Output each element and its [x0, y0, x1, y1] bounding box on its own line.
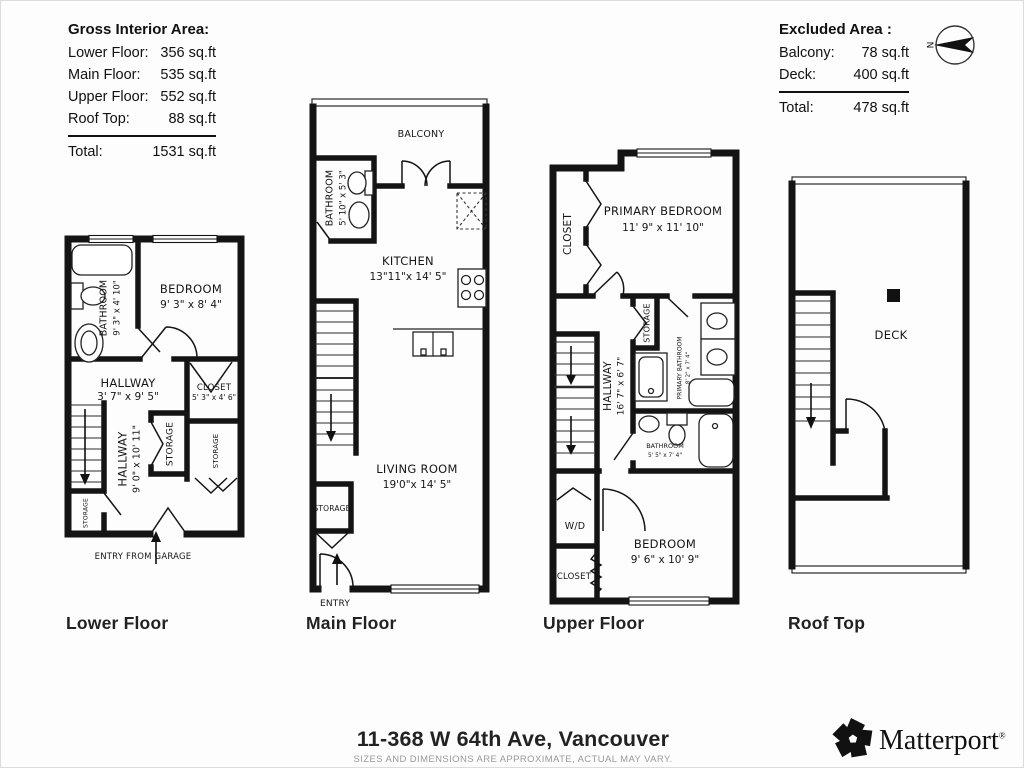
main-living-dims: 19'0"x 14' 5" [382, 479, 452, 491]
excluded-area-title: Excluded Area : [779, 21, 892, 38]
row-label: Main Floor: [68, 67, 141, 83]
upper-bedroom-label: BEDROOM [633, 537, 697, 551]
upper-wd-label: W/D [564, 521, 586, 532]
doors [316, 161, 450, 587]
excluded-area-total [779, 91, 909, 118]
total-value: 478 sq.ft [853, 100, 909, 116]
lower-hallway-dims: 3' 7" x 9' 5" [97, 391, 159, 403]
main-floor-plan [296, 89, 501, 619]
main-floor-caption: Main Floor [306, 613, 397, 633]
lower-bedroom-dims: 9' 3" x 8' 4" [160, 299, 222, 311]
lower-storage-mid-label: STORAGE [165, 421, 176, 467]
upper-primary-bathroom-dims: 8' 2" x 7' 4" [685, 351, 692, 385]
lower-bathroom-label: BATHROOM [98, 279, 110, 337]
row-value: 552 sq.ft [160, 89, 216, 105]
gross-area-title: Gross Interior Area: [68, 21, 210, 38]
upper-bedroom-dims: 9' 6" x 10' 9" [630, 554, 700, 566]
roof-top-plan [779, 166, 979, 586]
upper-hallway-label: HALLWAY [602, 361, 614, 411]
upper-closet-label: CLOSET [562, 213, 574, 255]
lower-hallway-label: HALLWAY [100, 376, 156, 390]
main-bathroom-dims: 5' 10" x 5' 3" [338, 170, 349, 226]
lower-storage-corner-label: STORAGE [82, 498, 90, 528]
row-label: Roof Top: [68, 111, 130, 127]
walls [792, 177, 966, 573]
brand-registered-mark: ® [998, 730, 1006, 741]
stairs [69, 405, 102, 485]
row-value: 78 sq.ft [861, 45, 909, 61]
stairs [794, 301, 831, 429]
main-entry-label: ENTRY [319, 599, 351, 609]
roof-deck-label: DECK [874, 328, 908, 342]
entry-annotation [320, 553, 350, 609]
row-value: 400 sq.ft [853, 67, 909, 83]
total-value: 1531 sq.ft [152, 144, 216, 160]
lower-closet-dims: 5' 3" x 4' 6" [191, 393, 237, 402]
main-balcony-label: BALCONY [397, 129, 445, 140]
room-labels [875, 328, 908, 342]
upper-primary-bedroom-label: PRIMARY BEDROOM [603, 204, 723, 218]
upper-closet2-label: CLOSET [556, 572, 592, 582]
lower-entry-label: ENTRY FROM GARAGE [94, 552, 192, 562]
main-living-label: LIVING ROOM [376, 462, 458, 476]
roof-top-caption: Roof Top [788, 613, 866, 633]
gross-area-summary [68, 21, 216, 162]
upper-primary-bathroom-label: PRIMARY BATHROOM [676, 336, 684, 400]
main-kitchen-label: KITCHEN [382, 254, 434, 268]
windows [89, 236, 217, 243]
property-address: 11-368 W 64th Ave, Vancouver [356, 727, 670, 751]
roof-column [887, 289, 900, 302]
lower-floor-plan [56, 223, 256, 568]
lower-floor-caption: Lower Floor [66, 613, 169, 633]
lower-bathroom-dims: 9' 3" x 4' 10" [112, 280, 123, 336]
upper-bathroom-label: BATHROOM [646, 442, 684, 450]
upper-floor-caption: Upper Floor [543, 613, 645, 633]
row-label: Upper Floor: [68, 89, 149, 105]
row-value: 88 sq.ft [168, 111, 216, 127]
lower-bedroom-label: BEDROOM [159, 282, 223, 296]
lower-storage-right-label: STORAGE [212, 433, 220, 469]
doors [846, 399, 885, 431]
gross-area-row [68, 42, 216, 64]
upper-floor-plan [539, 141, 746, 611]
stairs [554, 342, 594, 455]
upper-hallway-dims: 16' 7" x 6' 7" [616, 356, 627, 416]
gross-area-row [68, 86, 216, 108]
compass-icon [925, 21, 983, 71]
disclaimer-text: SIZES AND DIMENSIONS ARE APPROXIMATE, ACTUAL MAY VARY. [353, 754, 673, 765]
matterport-logo-icon [831, 717, 875, 761]
lower-closet-label: CLOSET [196, 383, 232, 393]
row-label: Lower Floor: [68, 45, 149, 61]
lower-hallway2-label: HALLWAY [115, 431, 130, 487]
excluded-area-row [779, 42, 909, 64]
gross-area-row [68, 64, 216, 86]
row-label: Balcony: [779, 45, 835, 61]
main-bathroom-label: BATHROOM [324, 169, 336, 227]
stairs [315, 311, 354, 445]
gross-area-total [68, 135, 216, 162]
excluded-area-row [779, 64, 909, 86]
main-kitchen-dims: 13"11"x 14' 5" [369, 271, 447, 283]
total-label: Total: [68, 144, 103, 160]
gross-area-row [68, 108, 216, 130]
matterport-wordmark [879, 725, 1006, 757]
upper-primary-bedroom-dims: 11' 9" x 11' 10" [622, 222, 704, 234]
excluded-area-summary [779, 21, 909, 118]
lower-hallway2-dims: 9' 0" x 10' 11" [131, 425, 143, 493]
main-storage-label: STORAGE [313, 504, 351, 513]
windows [391, 585, 479, 593]
brand-text: Matterport [879, 725, 999, 756]
upper-bathroom-dims: 5' 5" x 7' 4" [647, 453, 683, 459]
total-label: Total: [779, 100, 814, 116]
compass-north-label: N [926, 41, 937, 49]
row-label: Deck: [779, 67, 817, 83]
upper-storage-label: STORAGE [642, 303, 652, 343]
row-value: 356 sq.ft [160, 45, 216, 61]
row-value: 535 sq.ft [160, 67, 216, 83]
